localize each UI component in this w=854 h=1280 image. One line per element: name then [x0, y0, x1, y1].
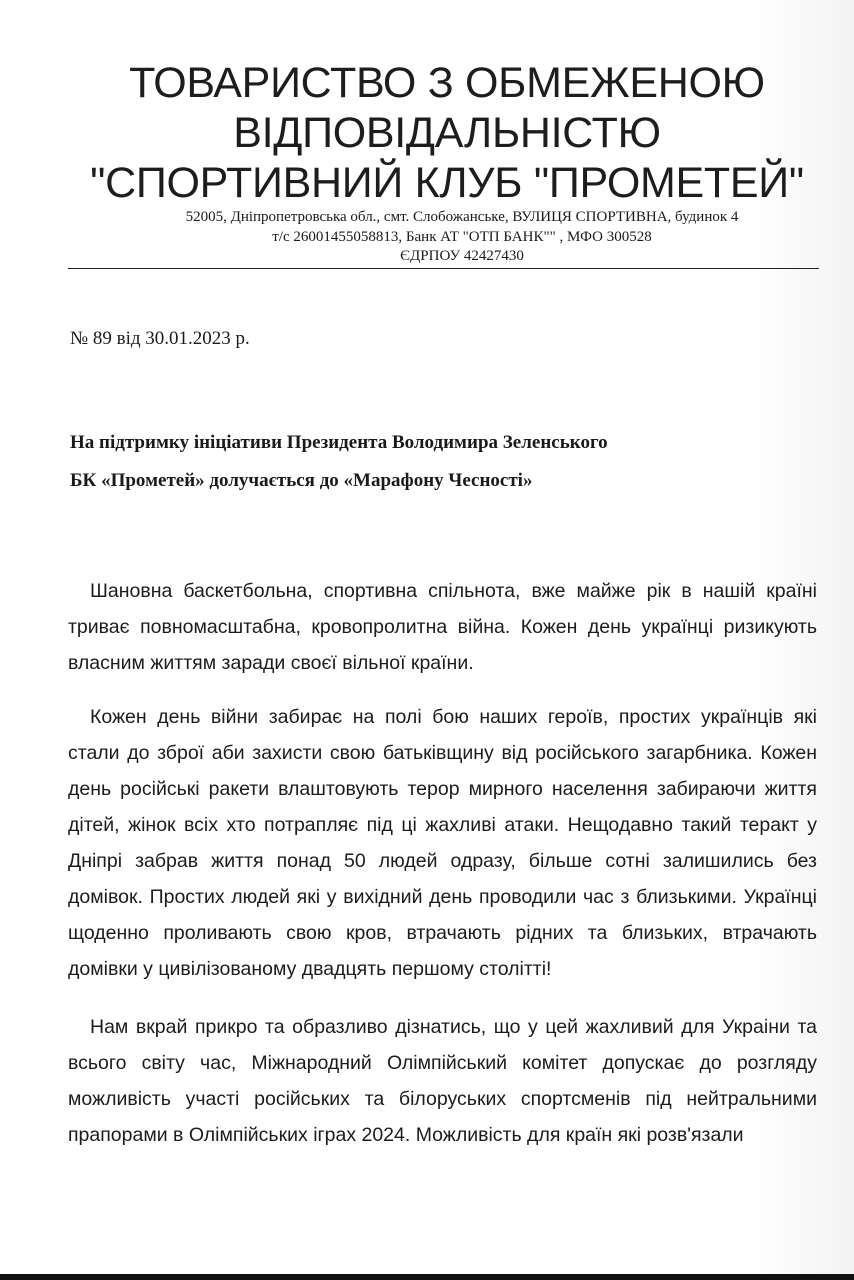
body-paragraph-3: Нам вкрай прикро та образливо дізнатись, що у цей жахливий для Украіни та всього світу час, Міжнародний Олімпійський комітет допускає до розгляду можливість участі російських та білоруських спортсменів під нейтральними прапорами в Олімпійських іграх 2024. Можливість для країн які розв'язали — [68, 1016, 817, 1146]
company-name-line-1: ТОВАРИСТВО З ОБМЕЖЕНОЮ — [129, 59, 765, 107]
document-heading-line-1: На підтримку ініціативи Президента Володимира Зеленського — [70, 432, 608, 453]
company-address: 52005, Дніпропетровська обл., смт. Слобожанське, ВУЛИЦЯ СПОРТИВНА, будинок 4 — [185, 209, 739, 225]
scan-bottom-edge — [0, 1274, 854, 1280]
company-bank-details: т/с 26001455058813, Банк АТ "ОТП БАНК"" , МФО 300528 — [272, 229, 652, 245]
body-paragraph-1: Шановна баскетбольна, спортивна спільнота, вже майже рік в нашій країні триває повномасштабна, кровопролитна війна. Кожен день українці ризикують власним життям заради своєї вільної країни. — [68, 580, 817, 674]
document-number-date: № 89 від 30.01.2023 р. — [70, 328, 250, 349]
body-paragraph-2: Кожен день війни забирає на полі бою наших героїв, простих українців які стали до зброї аби захисти свою батьківщину від російського загарбника. Кожен день російські ракети влаштовують терор мирного населення забираючи життя дітей, жінок всіх хто потрапляє під ці жахливі атаки. Нещодавно такий теракт у Дніпрі забрав життя понад 50 людей одразу, більше сотні залишились без домівок. Простих людей які у вихідний день проводили час з близькими. Українці щоденно проливають свою кров, втрачають рідних та близьких, втрачають домівки у цивілізованому двадцять першому столітті! — [68, 706, 817, 980]
company-name-line-3: "СПОРТИВНИЙ КЛУБ "ПРОМЕТЕЙ" — [90, 159, 804, 207]
company-edrpou: ЄДРПОУ 42427430 — [400, 248, 524, 264]
document-heading-line-2: БК «Прометей» долучається до «Марафону Чесності» — [70, 470, 533, 491]
letterhead-divider — [68, 268, 819, 269]
company-name-line-2: ВІДПОВІДАЛЬНІСТЮ — [233, 109, 661, 157]
